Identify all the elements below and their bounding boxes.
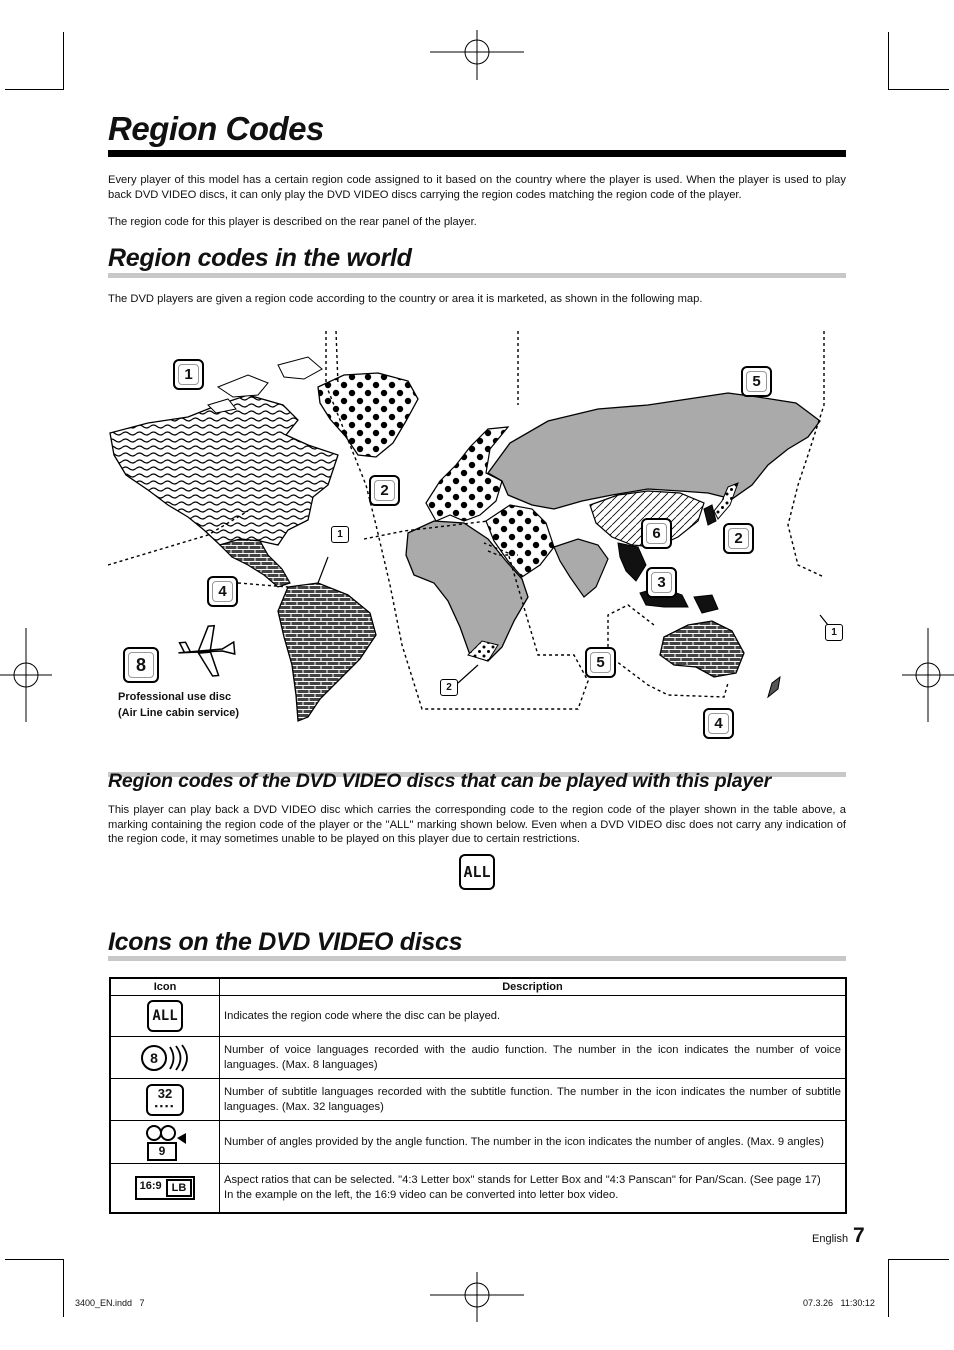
region-5-badge: 5 — [741, 366, 772, 397]
professional-use-label: Professional use disc (Air Line cabin service) — [118, 691, 240, 719]
region-5-africa-badge: 5 — [585, 647, 616, 678]
footer-timestamp: 07.3.26 11:30:12 — [803, 1298, 875, 1308]
intro-paragraph: Every player of this model has a certain region code assigned to it based on the country where the player is used. When the player is used to play back DVD VIDEO discs, it can only play the DVD VIDEO discs carrying the region codes matching the region code of the player. — [108, 174, 846, 201]
row-description: Indicates the region code where the disc can be played. — [220, 996, 847, 1037]
table-header-row — [110, 978, 846, 996]
footer-filename: 3400_EN.indd 7 — [75, 1298, 145, 1308]
table-row — [110, 1037, 846, 1079]
table-row — [110, 1121, 846, 1164]
playable-text: This player can play back a DVD VIDEO disc which carries the corresponding code to the region code of the player shown in the table above, a marking containing the region code of the player or the "ALL" marking shown below. Even when a DVD VIDEO disc does not carry any indication of the region code, it may sometimes unable to be played on this player due to certain restrictions. — [108, 804, 846, 845]
region-4-badge: 4 — [207, 576, 238, 607]
icons-table — [109, 977, 847, 1214]
page-number: 7 — [853, 1224, 865, 1247]
world-rule — [108, 273, 846, 278]
title-rule — [108, 150, 846, 157]
row-description: Number of angles provided by the angle function. The number in the icon indicates the number of angles. (Max. 9 angles) — [220, 1121, 847, 1164]
table-row — [110, 996, 846, 1037]
aspect-ratio-icon: 16:9 LB — [135, 1176, 196, 1200]
all-icon: ALL — [147, 1000, 183, 1032]
icons-rule — [108, 956, 846, 961]
region-1-hawaii-badge: 1 — [825, 624, 843, 641]
region-8-badge: 8 — [123, 647, 159, 683]
registration-mark-right — [902, 628, 954, 722]
australia-region-4 — [660, 621, 744, 677]
greenland-region-2 — [318, 373, 418, 457]
row-description: Aspect ratios that can be selected. "4:3 Letter box" stands for Letter Box and "4:3 Panscan" for Pan/Scan. (See page 17) In the example on the left, the 16:9 video can be converted into letter box video. — [220, 1164, 847, 1213]
south-america-region-4 — [278, 583, 376, 721]
intro-note: The region code for this player is described on the rear panel of the player. — [108, 216, 477, 228]
page-title: Region Codes — [108, 110, 324, 147]
audio-languages-icon: 8 — [141, 1044, 189, 1072]
registration-mark-left — [0, 628, 52, 722]
all-region-badge: ALL — [459, 854, 495, 890]
india-region-5 — [554, 539, 608, 597]
world-heading: Region codes in the world — [108, 244, 412, 272]
table-row — [110, 1079, 846, 1121]
row-description: Number of voice languages recorded with the audio function. The number in the icon indicates the number of voice languages. (Max. 8 languages) — [220, 1037, 847, 1079]
col-desc-header: Description — [220, 978, 847, 996]
registration-mark-top — [430, 30, 524, 80]
airplane-icon — [176, 624, 236, 679]
subtitle-languages-icon: 32 ▪▪▪▪ — [146, 1084, 184, 1116]
world-text: The DVD players are given a region code according to the country or area it is marketed, as shown in the following map. — [108, 293, 703, 305]
row-description: Number of subtitle languages recorded with the subtitle function. The number in the icon indicates the number of subtitle languages. (Max. 32 languages) — [220, 1079, 847, 1121]
region-2-badge: 2 — [369, 475, 400, 506]
region-6-badge: 6 — [641, 518, 672, 549]
icons-heading: Icons on the DVD VIDEO discs — [108, 928, 463, 956]
camera-angles-icon: 9 — [143, 1124, 187, 1160]
table-row — [110, 1164, 846, 1213]
north-america-region-1 — [110, 395, 338, 545]
region-3-badge: 3 — [646, 567, 677, 598]
playable-heading: Region codes of the DVD VIDEO discs that can be played with this player — [108, 770, 772, 792]
region-2-small-badge: 2 — [440, 679, 458, 696]
footer-language: English — [812, 1233, 849, 1245]
region-4-australia-badge: 4 — [703, 708, 734, 739]
region-1-badge: 1 — [173, 359, 204, 390]
registration-mark-bottom — [430, 1272, 524, 1322]
col-icon-header: Icon — [110, 978, 220, 996]
region-1-small-badge: 1 — [331, 526, 349, 543]
region-2-japan-badge: 2 — [723, 523, 754, 554]
